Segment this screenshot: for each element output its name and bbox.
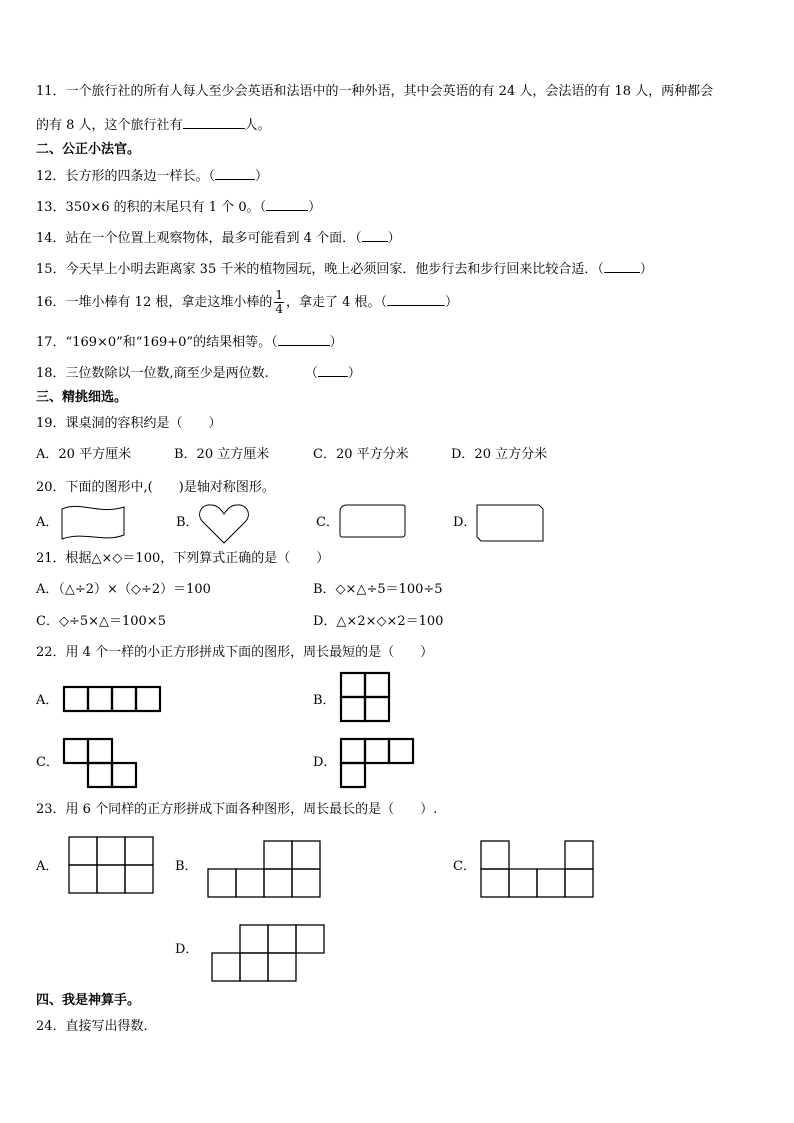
q20-option-b-label[interactable]: B． (176, 515, 199, 530)
q19-option-a[interactable]: A．20 平方厘米 (36, 447, 132, 462)
q23-option-a-label[interactable]: A． (36, 859, 59, 874)
q17-close: ） (329, 335, 343, 350)
q23-option-b-label[interactable]: B． (175, 859, 198, 874)
q24-stem: 24．直接写出得数. (36, 1019, 148, 1034)
q18-text: 18．三位数除以一位数,商至少是两位数. (36, 366, 269, 381)
q23-option-d-figure-step-shape[interactable] (211, 924, 327, 984)
section-4-heading: 四、我是神算手。 (36, 993, 141, 1008)
q20-heart-figure[interactable] (198, 503, 250, 545)
q14-close: ） (387, 231, 401, 246)
q23-option-b-figure[interactable] (207, 840, 323, 900)
q12-close: ） (255, 169, 269, 184)
q17 (36, 333, 343, 351)
q11-answer-blank[interactable] (183, 116, 245, 129)
q13-text: 13．350×6 的积的末尾只有 1 个 0。（ (36, 200, 267, 215)
q21-option-b[interactable]: B．◇×△÷5＝100÷5 (313, 582, 443, 597)
q16-close: ） (445, 295, 459, 310)
q11-line2 (36, 116, 271, 134)
q19-stem: 19．课桌洞的容积约是（ ） (36, 416, 222, 431)
q23-stem: 23．用 6 个同样的正方形拼成下面各种图形，周长最长的是（ ）. (36, 802, 438, 817)
q16-fraction-denominator: 4 (275, 302, 283, 316)
q18 (36, 364, 361, 382)
q18-close: ） (347, 366, 361, 381)
q22-option-b-label[interactable]: B． (313, 693, 336, 708)
q18-open: （ (304, 366, 318, 381)
q20-folded-rectangle-figure[interactable] (475, 503, 547, 543)
q20-stem: 20．下面的图形中,( )是轴对称图形。 (36, 480, 275, 495)
q20-option-d-label[interactable]: D． (453, 515, 477, 530)
q21-option-d[interactable]: D．△×2×◇×2＝100 (313, 614, 444, 629)
q22-stem: 22．用 4 个一样的小正方形拼成下面的图形，周长最短的是（ ） (36, 645, 434, 660)
q23-option-c-label[interactable]: C． (453, 859, 476, 874)
q16-answer-blank[interactable] (387, 293, 445, 306)
q22-option-a-figure-1x4[interactable] (63, 686, 165, 714)
q11-line1: 11．一个旅行社的所有人每人至少会英语和法语中的一种外语，其中会英语的有 24 人，会法语的有 18 人，两种都会 (36, 84, 714, 99)
q19-option-d[interactable]: D．20 立方分米 (451, 447, 548, 462)
q22-option-d-label[interactable]: D． (313, 755, 337, 770)
section-3-heading: 三、精挑细选。 (36, 390, 128, 405)
q13-close: ） (308, 200, 322, 215)
q11-line2-post: 人。 (244, 118, 271, 133)
q22-option-c-label[interactable]: C． (36, 755, 59, 770)
q20-option-c-label[interactable]: C． (316, 515, 339, 530)
q13-answer-blank[interactable] (266, 198, 308, 211)
q17-answer-blank[interactable] (278, 333, 330, 346)
q14 (36, 229, 401, 247)
q22-option-d-figure-l-shape[interactable] (340, 738, 416, 790)
q15 (36, 260, 653, 278)
q23-option-d-label[interactable]: D． (175, 942, 199, 957)
q19-option-c[interactable]: C．20 平方分米 (313, 447, 409, 462)
q15-close: ） (639, 262, 653, 277)
q16 (36, 288, 458, 318)
q20-option-a-label[interactable]: A． (36, 515, 59, 530)
q22-option-a-label[interactable]: A． (36, 693, 59, 708)
q15-answer-blank[interactable] (604, 260, 640, 273)
q12-text: 12．长方形的四条边一样长。（ (36, 169, 216, 184)
q21-option-c[interactable]: C．◇÷5×△＝100×5 (36, 614, 166, 629)
q20-rounded-rectangle-figure[interactable] (339, 504, 407, 540)
q11-line2-pre: 的有 8 人，这个旅行社有 (36, 118, 183, 133)
q21-stem: 21．根据△×◇＝100，下列算式正确的是（ ） (36, 551, 330, 566)
q12-answer-blank[interactable] (215, 167, 255, 180)
q23-option-a-figure-2x3[interactable] (68, 836, 156, 896)
q20-wavy-rectangle-figure[interactable] (60, 503, 126, 543)
q12 (36, 167, 268, 185)
q16-post: ，拿走了 4 根。（ (286, 295, 388, 310)
q14-text: 14．站在一个位置上观察物体，最多可能看到 4 个面．（ (36, 231, 362, 246)
q22-option-b-figure-2x2[interactable] (340, 672, 392, 724)
q18-answer-blank[interactable] (318, 364, 348, 377)
q13 (36, 198, 321, 216)
q14-answer-blank[interactable] (362, 229, 388, 242)
q16-pre: 16．一堆小棒有 12 根，拿走这堆小棒的 (36, 295, 273, 310)
q23-option-c-figure-u-shape[interactable] (480, 840, 596, 900)
q16-fraction (274, 289, 284, 316)
q15-text: 15．今天早上小明去距离家 35 千米的植物园玩，晚上必须回家．他步行去和步行回来比较合适．（ (36, 262, 604, 277)
q17-text: 17．“169×0”和“169+0”的结果相等。（ (36, 335, 278, 350)
q16-fraction-numerator: 1 (275, 288, 283, 302)
q19-option-b[interactable]: B．20 立方厘米 (174, 447, 270, 462)
q21-option-a[interactable]: A．（△÷2）×（◇÷2）＝100 (36, 582, 211, 597)
section-2-heading: 二、公正小法官。 (36, 142, 141, 157)
q22-option-c-figure-s-shape[interactable] (63, 738, 139, 790)
